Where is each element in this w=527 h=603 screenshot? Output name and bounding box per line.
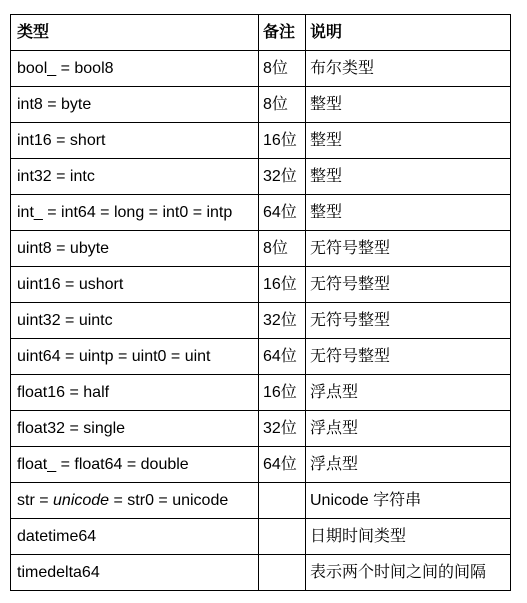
type-text-suffix: = str0 = unicode [109, 492, 229, 509]
note-cell [259, 519, 306, 555]
table-row [11, 87, 511, 123]
type-cell: uint16 = ushort [11, 267, 259, 303]
header-note: 备注 [259, 15, 306, 51]
table-row [11, 195, 511, 231]
table-row [11, 375, 511, 411]
description-cell: 无符号整型 [306, 267, 511, 303]
table-row [11, 123, 511, 159]
type-cell: int8 = byte [11, 87, 259, 123]
description-cell: 浮点型 [306, 375, 511, 411]
note-cell [259, 483, 306, 519]
type-cell: datetime64 [11, 519, 259, 555]
note-cell [259, 555, 306, 591]
table-row [11, 267, 511, 303]
description-cell: 无符号整型 [306, 231, 511, 267]
description-cell: 日期时间类型 [306, 519, 511, 555]
table-row [11, 159, 511, 195]
type-cell: float_ = float64 = double [11, 447, 259, 483]
type-cell: int_ = int64 = long = int0 = intp [11, 195, 259, 231]
type-cell: int16 = short [11, 123, 259, 159]
description-cell: 表示两个时间之间的间隔 [306, 555, 511, 591]
description-cell: 浮点型 [306, 447, 511, 483]
type-text-prefix: str = [17, 492, 54, 509]
type-cell: bool_ = bool8 [11, 51, 259, 87]
table-row [11, 339, 511, 375]
header-type: 类型 [11, 15, 259, 51]
table-row [11, 447, 511, 483]
type-cell: int32 = intc [11, 159, 259, 195]
description-cell: 无符号整型 [306, 339, 511, 375]
type-cell: float16 = half [11, 375, 259, 411]
type-cell: uint8 = ubyte [11, 231, 259, 267]
type-cell: uint32 = uintc [11, 303, 259, 339]
table-row [11, 555, 511, 591]
description-cell: 无符号整型 [306, 303, 511, 339]
type-cell: uint64 = uintp = uint0 = uint [11, 339, 259, 375]
type-cell: timedelta64 [11, 555, 259, 591]
note-cell: 16位 [259, 375, 306, 411]
note-cell: 32位 [259, 303, 306, 339]
table-row [11, 483, 511, 519]
note-cell: 8位 [259, 87, 306, 123]
table-row [11, 51, 511, 87]
type-cell [11, 483, 259, 519]
note-cell: 64位 [259, 339, 306, 375]
description-cell: 浮点型 [306, 411, 511, 447]
table-row [11, 411, 511, 447]
note-cell: 8位 [259, 51, 306, 87]
description-cell: 整型 [306, 159, 511, 195]
note-cell: 32位 [259, 159, 306, 195]
note-cell: 8位 [259, 231, 306, 267]
description-cell: 整型 [306, 87, 511, 123]
numpy-type-table [10, 14, 511, 591]
table-row [11, 231, 511, 267]
note-cell: 64位 [259, 195, 306, 231]
type-text-italic: unicode [53, 492, 110, 509]
description-cell: 整型 [306, 123, 511, 159]
note-cell: 16位 [259, 123, 306, 159]
table-row [11, 519, 511, 555]
table-header-row [11, 15, 511, 51]
note-cell: 16位 [259, 267, 306, 303]
type-cell: float32 = single [11, 411, 259, 447]
description-cell: 整型 [306, 195, 511, 231]
note-cell: 64位 [259, 447, 306, 483]
note-cell: 32位 [259, 411, 306, 447]
description-cell: Unicode 字符串 [306, 483, 511, 519]
description-cell: 布尔类型 [306, 51, 511, 87]
table-row [11, 303, 511, 339]
header-description: 说明 [306, 15, 511, 51]
